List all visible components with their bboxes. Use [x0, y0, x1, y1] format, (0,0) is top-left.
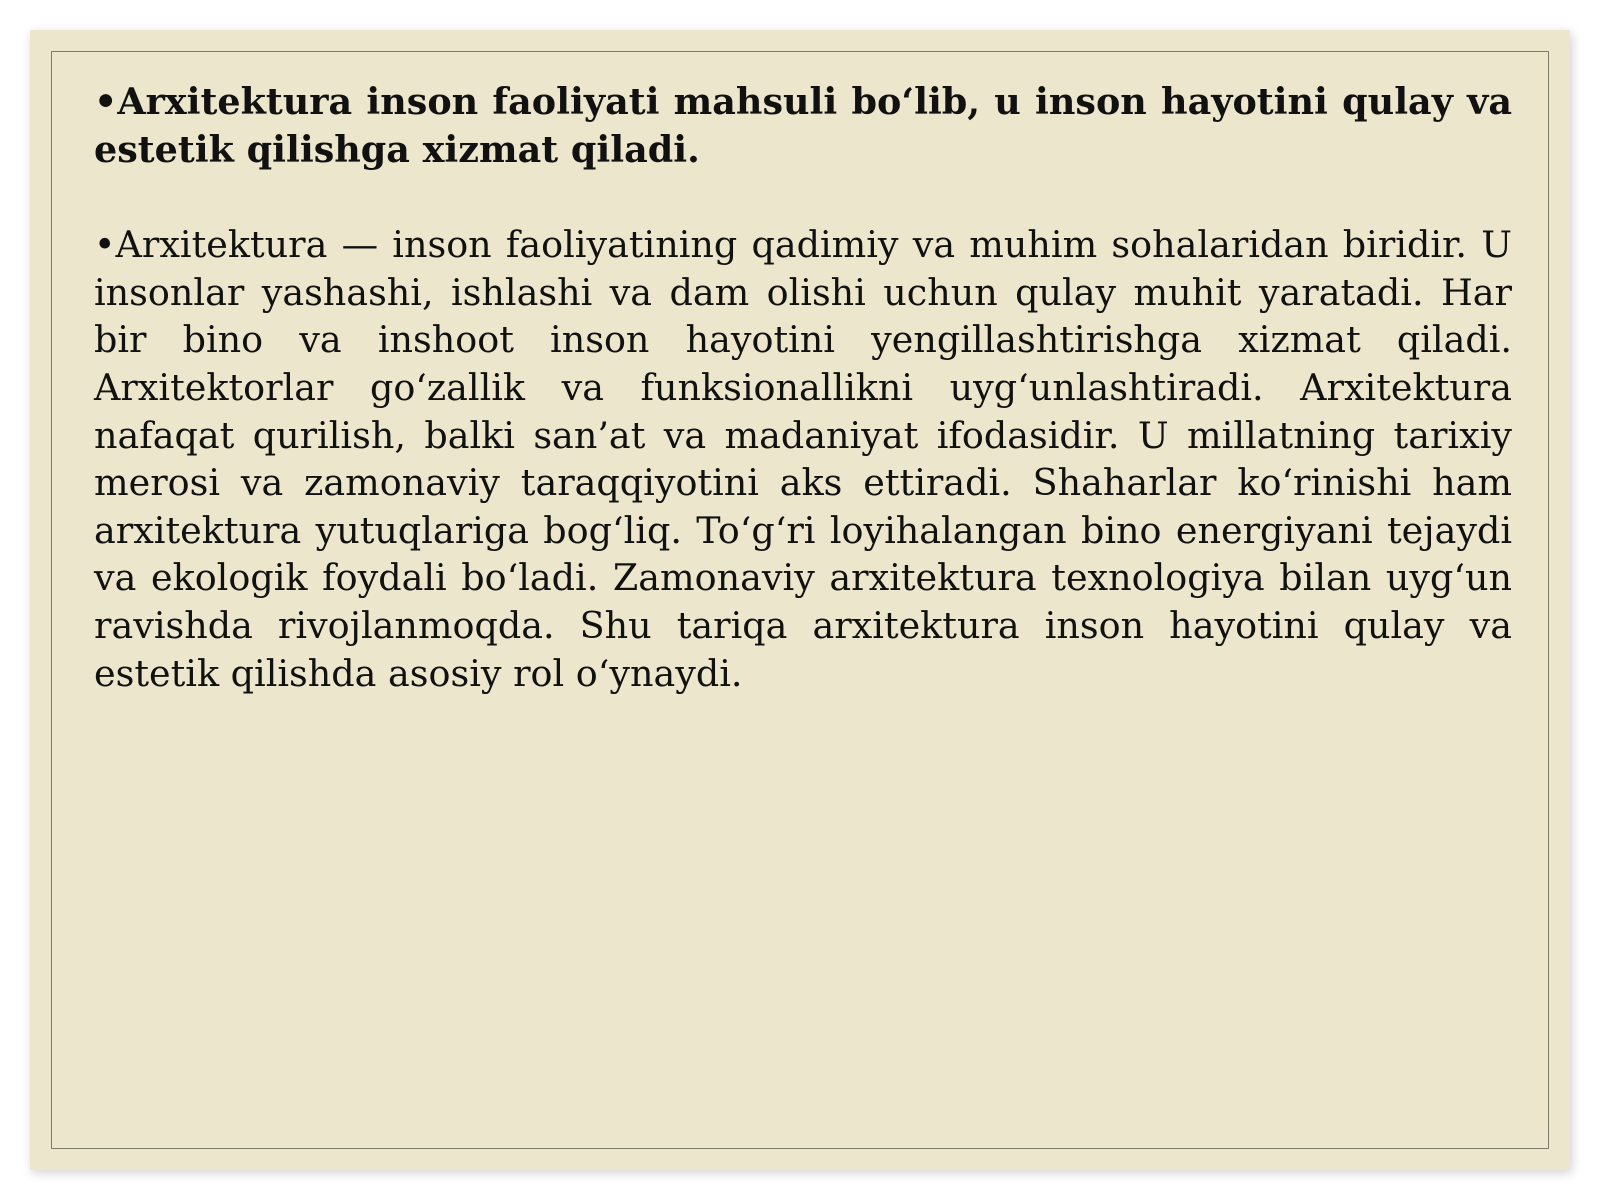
bold-bullet-paragraph	[94, 78, 1512, 173]
body-bullet-paragraph	[94, 221, 1512, 697]
slide-content	[94, 78, 1512, 697]
bullet-marker: •	[94, 80, 118, 123]
bold-paragraph-text: Arxitektura inson faoliyati mahsuli bo‘lib, u inson hayotini qulay va estetik qilishga xizmat qiladi.	[94, 80, 1512, 171]
body-paragraph-text: Arxitektura — inson faoliyatining qadimiy va muhim sohalaridan biridir. U insonlar yashashi, ishlashi va dam olishi uchun qulay muhit yaratadi. Har bir bino va inshoot inson hayotini yengillashtirishga xizmat qiladi. Arxitektorlar go‘zallik va funksionallikni uyg‘unlashtiradi. Arxitektura nafaqat qurilish, balki san’at va madaniyat ifodasidir. U millatning tarixiy merosi va zamonaviy taraqqiyotini aks ettiradi. Shaharlar ko‘rinishi ham arxitektura yutuqlariga bog‘liq. To‘g‘ri loyihalangan bino energiyani tejaydi va ekologik foydali bo‘ladi. Zamonaviy arxitektura texnologiya bilan uyg‘un ravishda rivojlanmoqda. Shu tariqa arxitektura inson hayotini qulay va estetik qilishda asosiy rol o‘ynaydi.	[94, 223, 1512, 695]
slide	[30, 30, 1570, 1170]
bullet-marker: •	[94, 223, 116, 267]
